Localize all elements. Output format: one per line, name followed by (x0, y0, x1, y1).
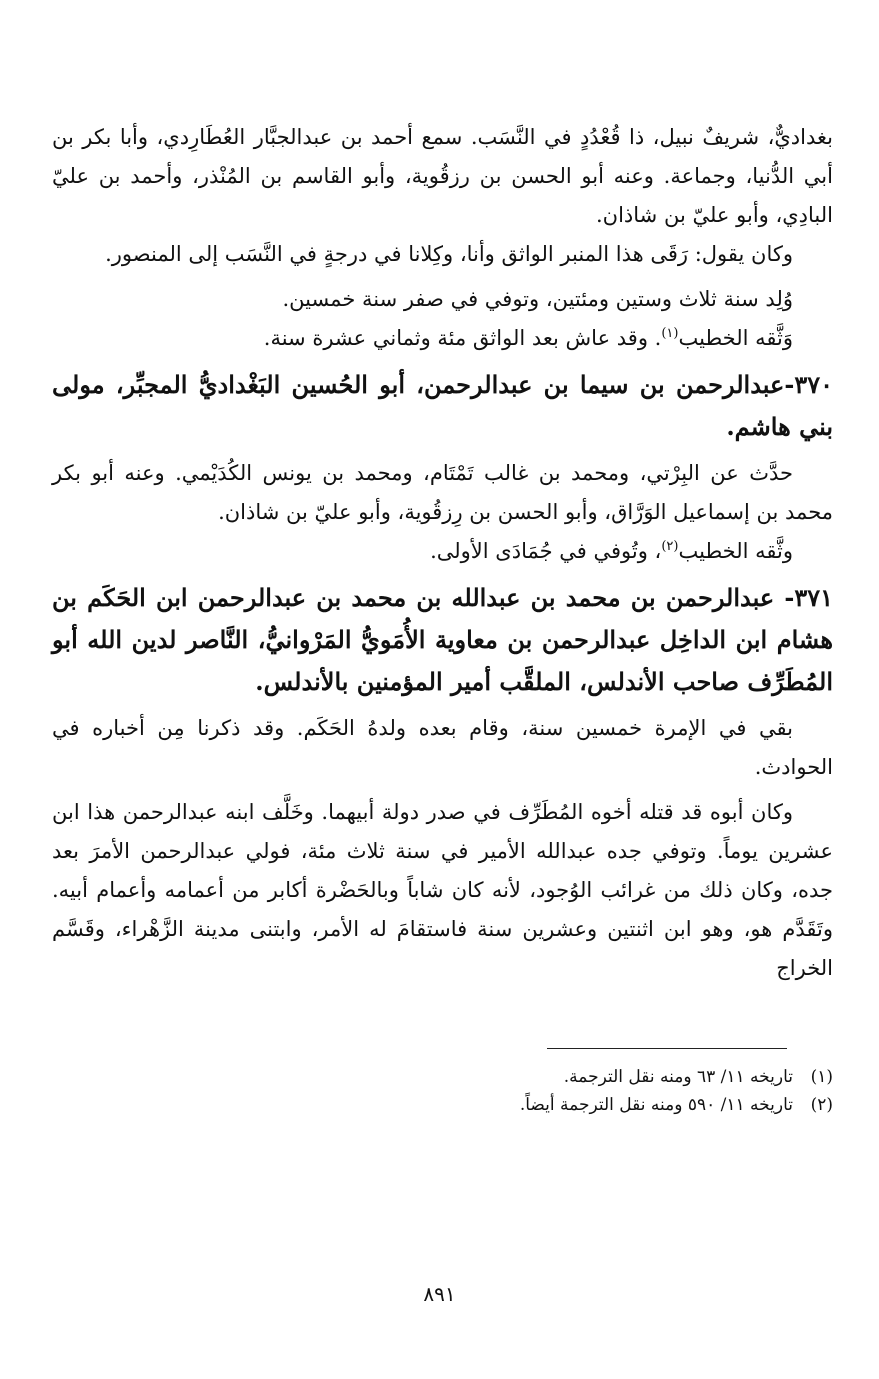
footnote-2 (52, 1091, 833, 1119)
entry-370-title: ٣٧٠-عبدالرحمن بن سيما بن عبدالرحمن، أبو الحُسين البَغْداديُّ المجبِّر، مولى بني هاشم. (52, 370, 833, 441)
main-text (52, 118, 833, 988)
footnote-1 (52, 1063, 833, 1091)
auth-rest-2: ، وتُوفي في جُمَادَى الأولى. (430, 539, 662, 563)
footnote-1-number: (١) (810, 1067, 833, 1087)
entry-371-paragraph-2: وكان أبوه قد قتله أخوه المُطَرِّف في صدر دولة أبيهما. وخَلَّف ابنه عبدالرحمن هذا ابن عشرين يوماً. وتوفي جده عبدالله الأمير في سنة ثلاث مئة، فولي عبدالرحمن الأمرَ بعد جده، وكان ذلك من غرائب الوُجود، لأنه كان شاباً وبالحَضْرة أكابر من أعمامه وأعمام أبيه. وتَقَدَّم هو، وهو ابن اثنتين وعشرين سنة فاستقامَ له الأمر، وابتنى مدينة الزَّهْراء، وقَسَّم الخراج (52, 800, 833, 980)
footnote-ref-2[interactable]: (٢) (661, 539, 679, 554)
footnotes (52, 1063, 833, 1119)
entry-371-title: ٣٧١- عبدالرحمن بن محمد بن عبدالله بن محمد بن عبدالرحمن ابن الحَكَم بن هشام ابن الداخِل عبدالرحمن بن معاوية الأُمَويُّ المَرْوانيُّ، النَّاصر لدين الله أبو المُطَرِّف صاحب الأندلس، الملقَّب أمير المؤمنين بالأندلس. (52, 583, 833, 696)
footnote-separator (52, 1048, 833, 1049)
paragraph-quote: وكان يقول: رَقَى هذا المنبر الواثق وأنا، وكِلانا في درجةٍ في النَّسَب إلى المنصور. (105, 242, 793, 266)
paragraph-birth-death: وُلِد سنة ثلاث وستين ومئتين، وتوفي في صفر سنة خمسين. (282, 287, 793, 311)
footnote-2-number: (٢) (810, 1095, 833, 1115)
footnote-ref-1[interactable]: (١) (661, 326, 679, 341)
entry-370-paragraph: حدَّث عن البِرْتي، ومحمد بن غالب تَمْتَام، ومحمد بن يونس الكُدَيْمي. وعنه أبو بكر محمد بن إسماعيل الوَرَّاق، وأبو الحسن بن رِزقُوية، وأبو عليّ بن شاذان. (52, 461, 833, 524)
footnote-2-text: تاريخه ١١/ ٥٩٠ ومنه نقل الترجمة أيضاً. (519, 1095, 793, 1115)
entry-370-authentication (52, 532, 833, 571)
paragraph-biography-intro: بغداديٌّ، شريفٌ نبيل، ذا قُعْدُدٍ في النَّسَب. سمع أحمد بن عبدالجبَّار العُطَارِدي، وأبا بكر بن أبي الدُّنيا، وجماعة. وعنه أبو الحسن بن رزقُوية، وأبو القاسم بن المُنْذر، وأحمد بن عليّ البادِي، وأبو عليّ بن شاذان. (52, 125, 833, 227)
page-number: ٨٩١ (423, 1282, 456, 1306)
paragraph-authentication (52, 319, 833, 358)
auth-text-2: وثَّقه الخطيب (678, 539, 793, 563)
footnote-1-text: تاريخه ١١/ ٦٣ ومنه نقل الترجمة. (563, 1067, 793, 1087)
entry-371-paragraph-1: بقي في الإمرة خمسين سنة، وقام بعده ولدهُ الحَكَم. وقد ذكرنا مِن أخباره في الحوادث. (52, 716, 833, 779)
auth-rest: . وقد عاش بعد الواثق مئة وثماني عشرة سنة. (263, 326, 662, 350)
auth-text: وَثَّقه الخطيب (678, 326, 793, 350)
